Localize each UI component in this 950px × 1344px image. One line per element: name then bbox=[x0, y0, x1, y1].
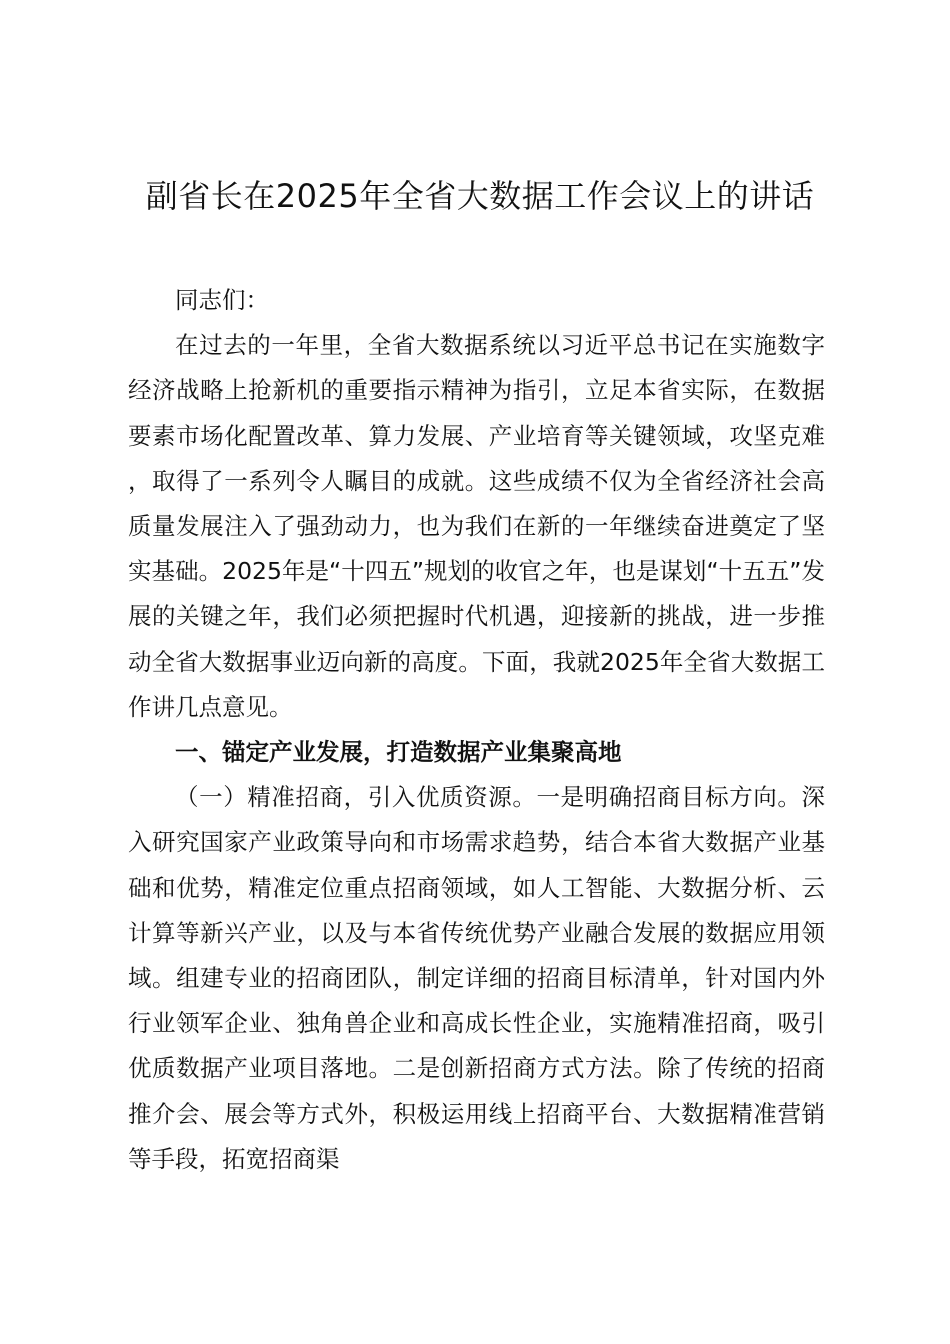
greeting: 同志们： bbox=[175, 286, 269, 314]
section-heading-1: 一、锚定产业发展，打造数据产业集聚高地 bbox=[175, 738, 622, 767]
document-body bbox=[128, 278, 825, 1182]
intro-paragraph: 在过去的一年里，全省大数据系统以习近平总书记在实施数字经济战略上抢新机的重要指示精神为指引，立足本省实际，在数据要素市场化配置改革、算力发展、产业培育等关键领域，攻坚克难，取得了一系列令人瞩目的成就。这些成绩不仅为全省经济社会高质量发展注入了强劲动力，也为我们在新的一年继续奋进奠定了坚实基础。2025年是“十四五”规划的收官之年，也是谋划“十五五”发展的关键之年，我们必须把握时代机遇，迎接新的挑战，进一步推动全省大数据事业迈向新的高度。下面，我就2025年全省大数据工作讲几点意见。 bbox=[128, 331, 825, 721]
section-1-paragraph-1: （一）精准招商，引入优质资源。一是明确招商目标方向。深入研究国家产业政策导向和市场需求趋势，结合本省大数据产业基础和优势，精准定位重点招商领域，如人工智能、大数据分析、云计算等新兴产业，以及与本省传统优势产业融合发展的数据应用领域。组建专业的招商团队，制定详细的招商目标清单，针对国内外行业领军企业、独角兽企业和高成长性企业，实施精准招商，吸引优质数据产业项目落地。二是创新招商方式方法。除了传统的招商推介会、展会等方式外，积极运用线上招商平台、大数据精准营销等手段，拓宽招商渠 bbox=[128, 783, 825, 1173]
document-title: 副省长在2025年全省大数据工作会议上的讲话 bbox=[145, 177, 815, 215]
